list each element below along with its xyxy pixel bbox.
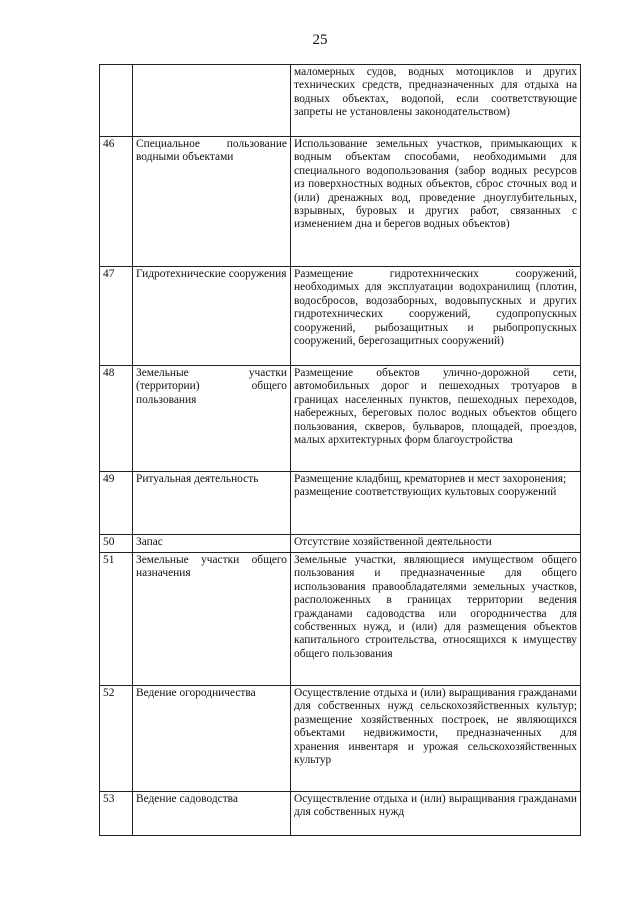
description-paragraph: размещение соответствующих культовых сооружений xyxy=(294,486,557,499)
row-number: 47 xyxy=(100,267,133,366)
land-use-description xyxy=(291,686,581,792)
table-body xyxy=(100,65,581,836)
row-number: 46 xyxy=(100,137,133,267)
row-number: 50 xyxy=(100,535,133,553)
description-paragraph: Использование земельных участков, примыкающих к водным объектам способами, необходимыми для специального водопользования (забор водных ресурсов из поверхностных водных объектов, сброс сточных вод и (или) дренажных вод, проведение дноуглубительных, взрывных, буровых и других работ, связанных с изменением дна и берегов водных объектов) xyxy=(294,138,577,231)
land-use-description xyxy=(291,267,581,366)
description-paragraph: Размещение объектов улично-дорожной сети, автомобильных дорог и пешеходных тротуаров в границах населенных пунктов, пешеходных переходов, набережных, береговых полос водных объектов общего пользования, скверов, бульваров, площадей, проездов, малых архитектурных форм благоустройства xyxy=(294,367,577,447)
land-use-table xyxy=(99,64,581,836)
land-use-description xyxy=(291,366,581,472)
description-paragraph: Земельные участки, являющиеся имуществом общего пользования и предназначенные для общего использования правообладателями земельных участков, расположенных в границах территории ведения гражданами садоводства или огородничества для собственных нужд, и (или) для размещения объектов капитального строительства, относящихся к имуществу общего пользования xyxy=(294,554,577,660)
land-use-description xyxy=(291,792,581,836)
page-number: 25 xyxy=(312,32,328,48)
land-use-type-name: Земельные участки (территории) общего пользования xyxy=(133,366,291,472)
land-use-type-name: Ведение садоводства xyxy=(133,792,291,836)
description-paragraph: маломерных судов, водных мотоциклов и других технических средств, предназначенных для отдыха на водных объектах, водопой, если соответствующие запреты не установлены законодательством) xyxy=(294,66,577,119)
land-use-type-name: Земельные участки общего назначения xyxy=(133,553,291,686)
table-row xyxy=(100,553,581,686)
row-number: 51 xyxy=(100,553,133,686)
table-row xyxy=(100,267,581,366)
land-use-description xyxy=(291,535,581,553)
table-row xyxy=(100,65,581,137)
description-paragraph: Размещение гидротехнических сооружений, необходимых для эксплуатации водохранилищ (плотин, водосбросов, водозаборных, водовыпускных и других гидротехнических сооружений, судопропускных сооружений, рыбозащитных и рыбопропускных сооружений, берегозащитных сооружений) xyxy=(294,268,577,348)
land-use-description xyxy=(291,65,581,137)
row-number xyxy=(100,65,133,137)
description-paragraph: Отсутствие хозяйственной деятельности xyxy=(294,536,492,548)
land-use-description xyxy=(291,472,581,535)
table-row xyxy=(100,535,581,553)
land-use-type-name: Ведение огородничества xyxy=(133,686,291,792)
row-number: 49 xyxy=(100,472,133,535)
land-use-type-name: Специальное пользование водными объектами xyxy=(133,137,291,267)
land-use-type-name: Гидротехнические сооружения xyxy=(133,267,291,366)
table-row xyxy=(100,366,581,472)
table-row xyxy=(100,792,581,836)
description-paragraph: Осуществление отдыха и (или) выращивания гражданами для собственных нужд xyxy=(294,793,577,819)
land-use-type-name: Ритуальная деятельность xyxy=(133,472,291,535)
description-paragraph: Размещение кладбищ, крематориев и мест захоронения; xyxy=(294,473,567,485)
land-use-type-name: Запас xyxy=(133,535,291,553)
table-row xyxy=(100,137,581,267)
land-use-description xyxy=(291,137,581,267)
row-number: 48 xyxy=(100,366,133,472)
row-number: 53 xyxy=(100,792,133,836)
table-row xyxy=(100,686,581,792)
land-use-type-name xyxy=(133,65,291,137)
description-paragraph: Осуществление отдыха и (или) выращивания гражданами для собственных нужд сельскохозяйственных культур; размещение хозяйственных построек, не являющихся объектами недвижимости, предназначенных для хранения инвентаря и урожая сельскохозяйственных культур xyxy=(294,687,577,767)
table-row xyxy=(100,472,581,535)
row-number: 52 xyxy=(100,686,133,792)
land-use-description xyxy=(291,553,581,686)
